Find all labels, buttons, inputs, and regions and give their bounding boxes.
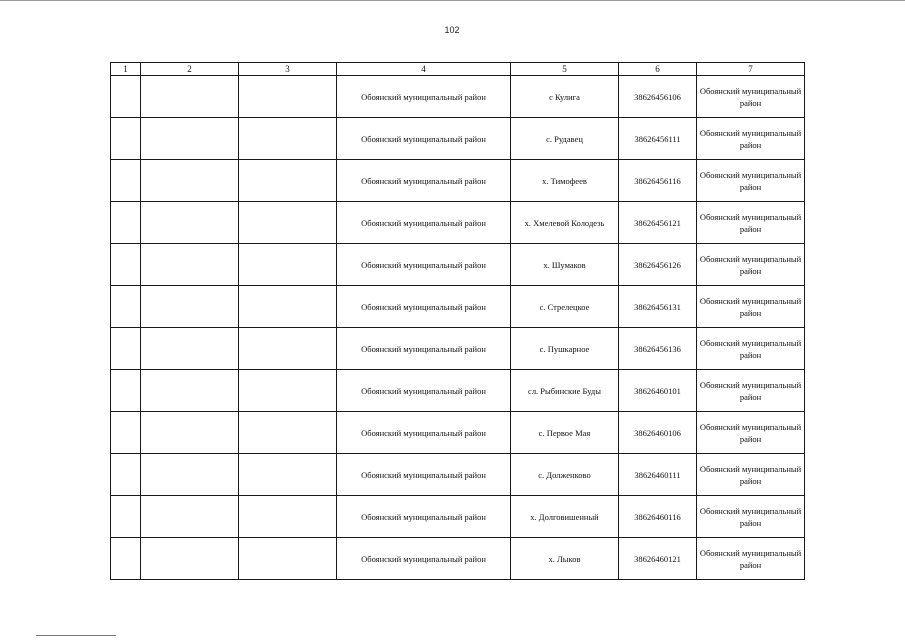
cell-col-2 — [141, 328, 239, 370]
municipality-cell: Обоянский муниципальный район — [697, 496, 805, 538]
code-cell: 38626456111 — [619, 118, 697, 160]
cell-col-3 — [239, 370, 337, 412]
top-rule — [0, 0, 905, 1]
table-row — [111, 118, 805, 160]
code-cell: 38626456126 — [619, 244, 697, 286]
settlement-cell: х. Шумаков — [511, 244, 619, 286]
municipality-cell: Обоянский муниципальный район — [697, 538, 805, 580]
cell-col-2 — [141, 454, 239, 496]
municipality-cell: Обоянский муниципальный район — [697, 202, 805, 244]
settlement-cell: х. Лыков — [511, 538, 619, 580]
cell-col-3 — [239, 202, 337, 244]
cell-col-3 — [239, 328, 337, 370]
cell-col-1 — [111, 76, 141, 118]
cell-col-2 — [141, 412, 239, 454]
cell-col-1 — [111, 370, 141, 412]
settlement-cell: х. Долговишенный — [511, 496, 619, 538]
code-cell: 38626456131 — [619, 286, 697, 328]
district-cell: Обоянский муниципальный район — [337, 286, 511, 328]
column-number-5: 5 — [511, 63, 619, 76]
municipality-cell: Обоянский муниципальный район — [697, 118, 805, 160]
district-cell: Обоянский муниципальный район — [337, 118, 511, 160]
cell-col-3 — [239, 286, 337, 328]
municipality-cell: Обоянский муниципальный район — [697, 76, 805, 118]
settlement-cell: с. Долженково — [511, 454, 619, 496]
column-number-3: 3 — [239, 63, 337, 76]
district-cell: Обоянский муниципальный район — [337, 496, 511, 538]
district-cell: Обоянский муниципальный район — [337, 160, 511, 202]
cell-col-3 — [239, 454, 337, 496]
column-number-7: 7 — [697, 63, 805, 76]
municipality-cell: Обоянский муниципальный район — [697, 412, 805, 454]
cell-col-2 — [141, 538, 239, 580]
table-row — [111, 202, 805, 244]
table-row — [111, 454, 805, 496]
cell-col-2 — [141, 496, 239, 538]
cell-col-1 — [111, 202, 141, 244]
cell-col-3 — [239, 538, 337, 580]
column-number-row — [111, 63, 805, 76]
settlement-cell: сл. Рыбинские Буды — [511, 370, 619, 412]
cell-col-3 — [239, 160, 337, 202]
settlements-table — [110, 62, 805, 580]
settlement-cell: с. Пушкарное — [511, 328, 619, 370]
district-cell: Обоянский муниципальный район — [337, 244, 511, 286]
column-number-4: 4 — [337, 63, 511, 76]
table-row — [111, 538, 805, 580]
table-row — [111, 328, 805, 370]
cell-col-2 — [141, 244, 239, 286]
district-cell: Обоянский муниципальный район — [337, 412, 511, 454]
code-cell: 38626460106 — [619, 412, 697, 454]
cell-col-3 — [239, 412, 337, 454]
bottom-rule — [36, 635, 116, 636]
table-row — [111, 412, 805, 454]
table-row — [111, 286, 805, 328]
cell-col-1 — [111, 160, 141, 202]
settlement-cell: с. Первое Мая — [511, 412, 619, 454]
cell-col-3 — [239, 76, 337, 118]
cell-col-3 — [239, 496, 337, 538]
cell-col-2 — [141, 286, 239, 328]
code-cell: 38626460121 — [619, 538, 697, 580]
table-row — [111, 244, 805, 286]
table-row — [111, 496, 805, 538]
table-row — [111, 160, 805, 202]
code-cell: 38626456106 — [619, 76, 697, 118]
table-row — [111, 370, 805, 412]
cell-col-1 — [111, 328, 141, 370]
cell-col-1 — [111, 454, 141, 496]
cell-col-1 — [111, 244, 141, 286]
code-cell: 38626460111 — [619, 454, 697, 496]
cell-col-2 — [141, 370, 239, 412]
district-cell: Обоянский муниципальный район — [337, 538, 511, 580]
settlement-cell: с. Рудавец — [511, 118, 619, 160]
municipality-cell: Обоянский муниципальный район — [697, 160, 805, 202]
page-number: 102 — [444, 25, 460, 35]
district-cell: Обоянский муниципальный район — [337, 370, 511, 412]
cell-col-3 — [239, 244, 337, 286]
settlement-cell: с. Стрелецкое — [511, 286, 619, 328]
district-cell: Обоянский муниципальный район — [337, 202, 511, 244]
cell-col-2 — [141, 202, 239, 244]
column-number-6: 6 — [619, 63, 697, 76]
cell-col-3 — [239, 118, 337, 160]
cell-col-2 — [141, 118, 239, 160]
cell-col-2 — [141, 76, 239, 118]
column-number-2: 2 — [141, 63, 239, 76]
district-cell: Обоянский муниципальный район — [337, 76, 511, 118]
municipality-cell: Обоянский муниципальный район — [697, 454, 805, 496]
settlement-cell: х. Хмелевой Колодезь — [511, 202, 619, 244]
municipality-cell: Обоянский муниципальный район — [697, 244, 805, 286]
district-cell: Обоянский муниципальный район — [337, 454, 511, 496]
settlement-cell: с Кулига — [511, 76, 619, 118]
cell-col-1 — [111, 538, 141, 580]
municipality-cell: Обоянский муниципальный район — [697, 370, 805, 412]
table-row — [111, 76, 805, 118]
municipality-cell: Обоянский муниципальный район — [697, 328, 805, 370]
column-number-1: 1 — [111, 63, 141, 76]
code-cell: 38626456121 — [619, 202, 697, 244]
code-cell: 38626456116 — [619, 160, 697, 202]
municipality-cell: Обоянский муниципальный район — [697, 286, 805, 328]
cell-col-1 — [111, 412, 141, 454]
cell-col-1 — [111, 118, 141, 160]
cell-col-1 — [111, 496, 141, 538]
district-cell: Обоянский муниципальный район — [337, 328, 511, 370]
code-cell: 38626460101 — [619, 370, 697, 412]
cell-col-2 — [141, 160, 239, 202]
code-cell: 38626460116 — [619, 496, 697, 538]
settlement-cell: х. Тимофеев — [511, 160, 619, 202]
cell-col-1 — [111, 286, 141, 328]
code-cell: 38626456136 — [619, 328, 697, 370]
